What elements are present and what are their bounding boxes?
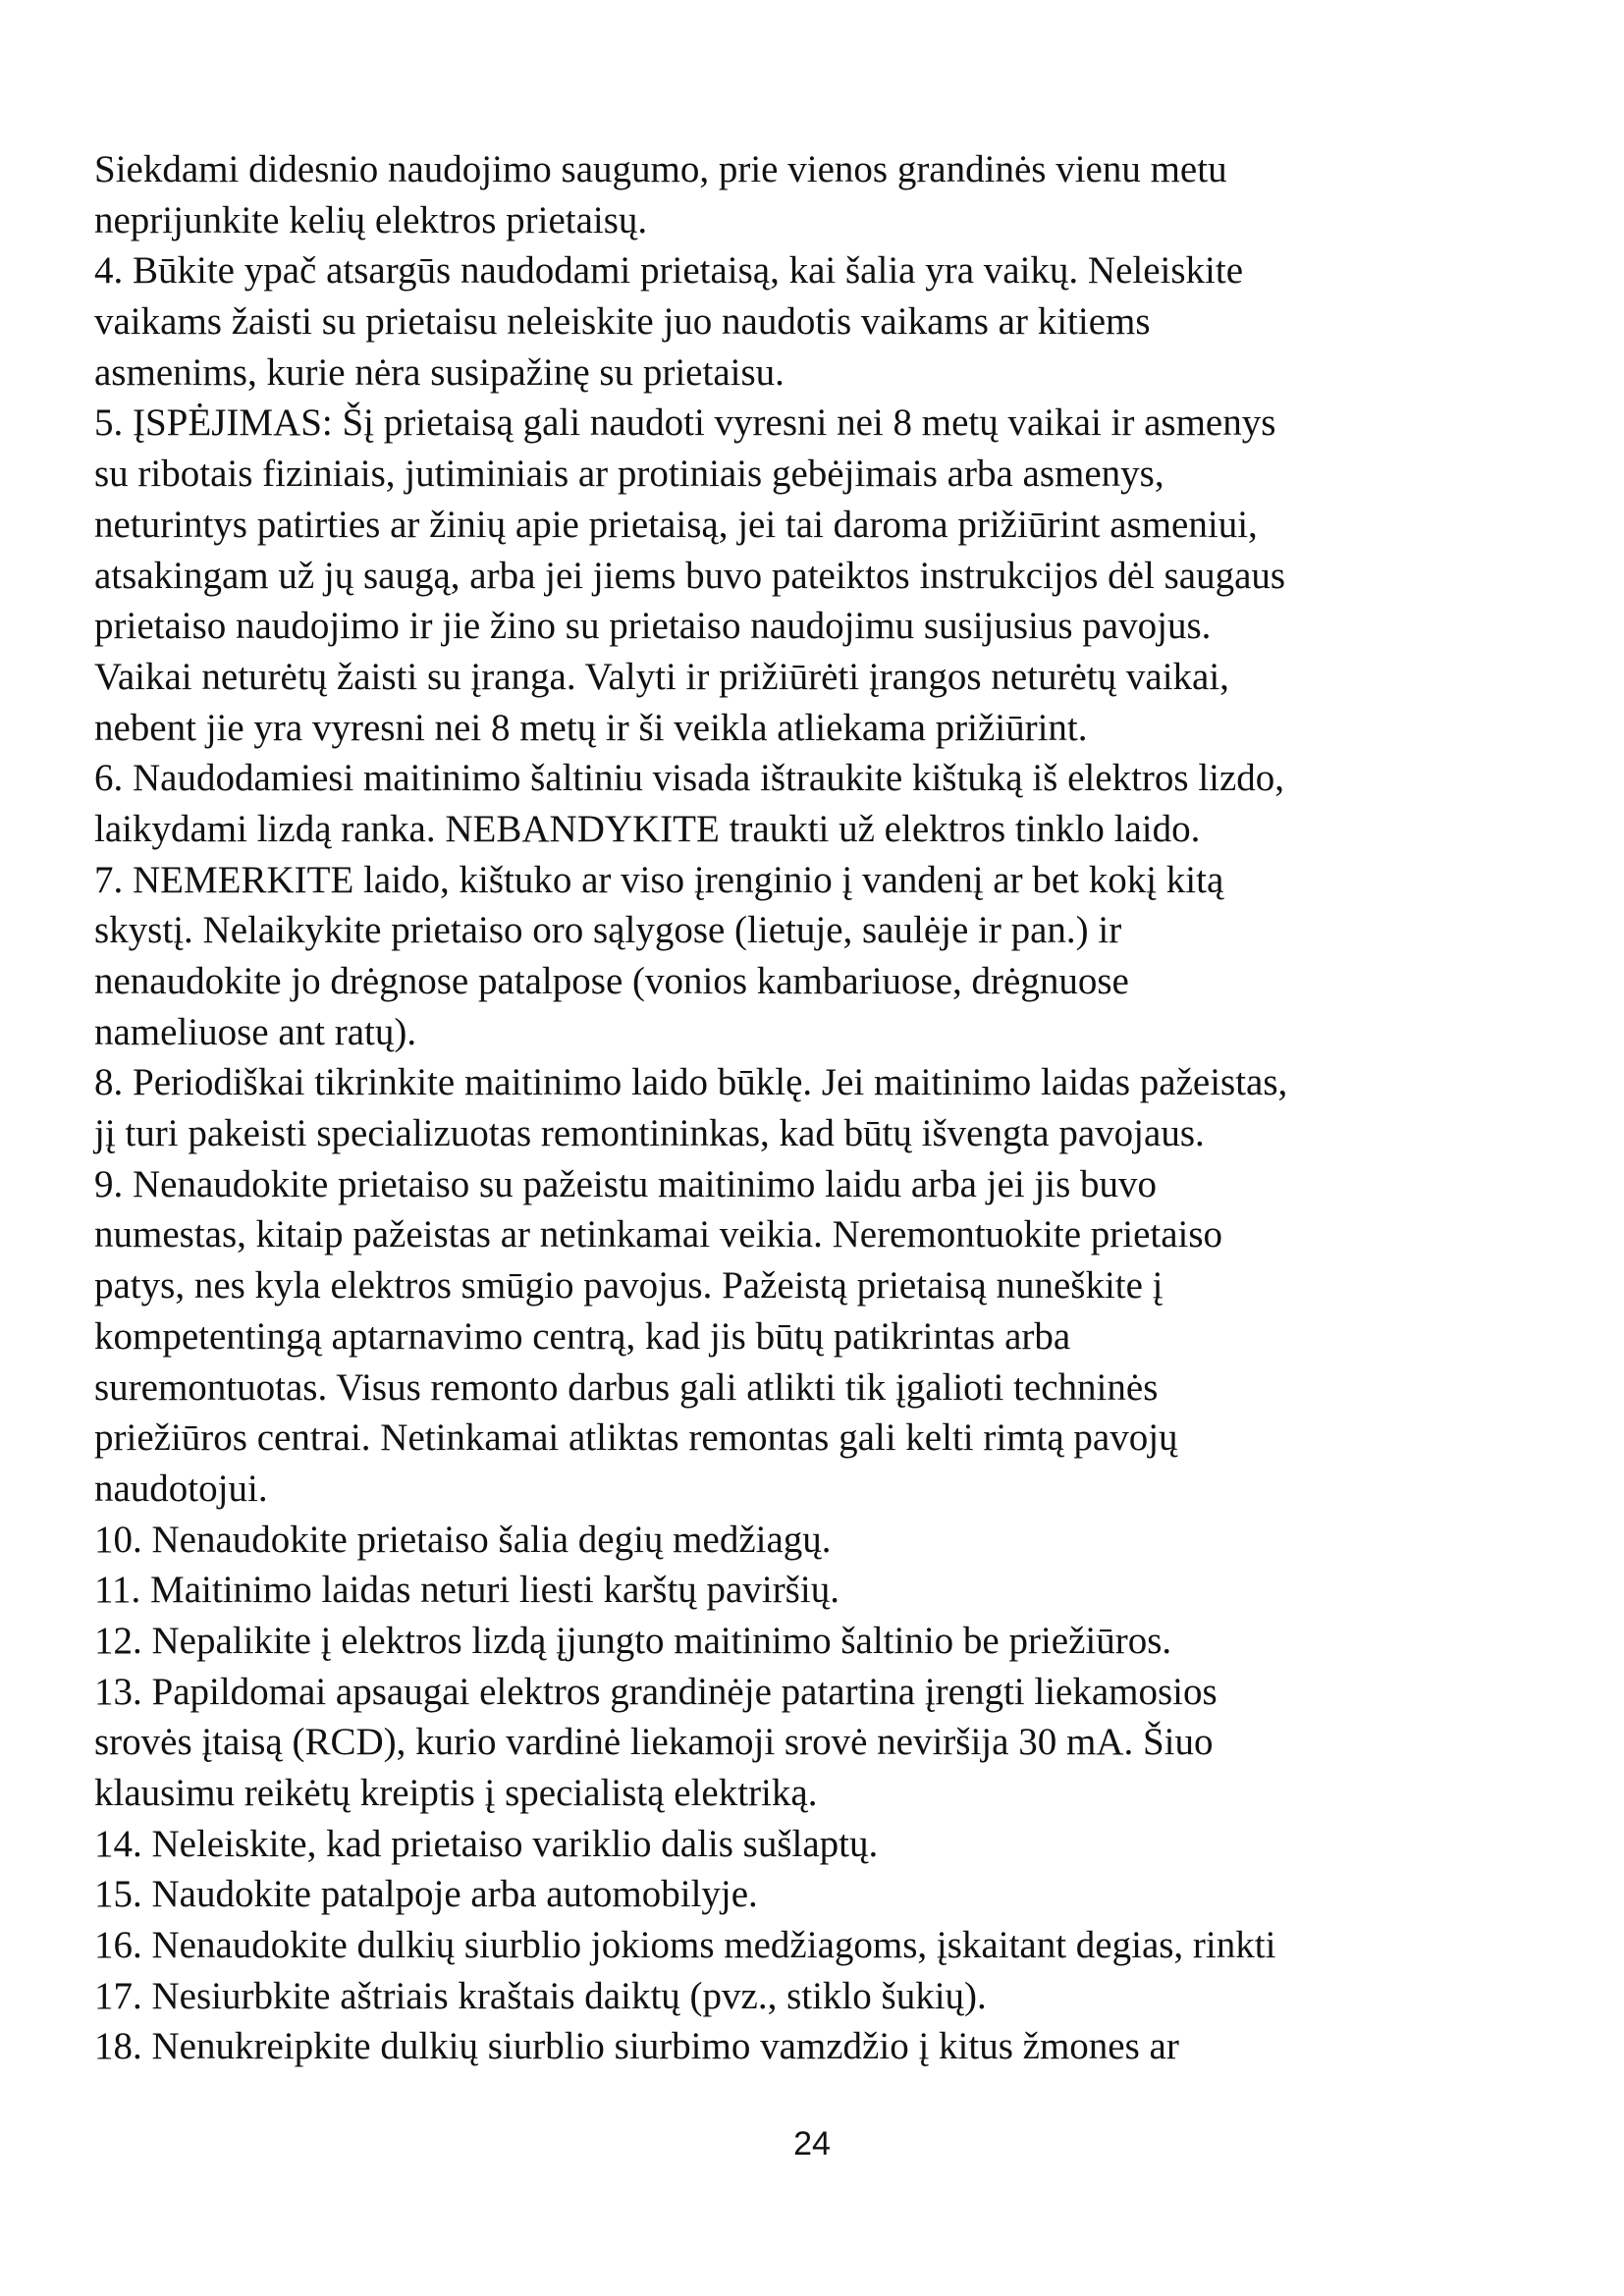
text-line: 17. Nesiurbkite aštriais kraštais daiktų (pvz., stiklo šukių). bbox=[94, 1974, 987, 2017]
text-line: 5. ĮSPĖJIMAS: Šį prietaisą gali naudoti vyresni nei 8 metų vaikai ir asmenys bbox=[94, 401, 1276, 445]
text-line: 9. Nenaudokite prietaiso su pažeistu maitinimo laidu arba jei jis buvo bbox=[94, 1162, 1158, 1205]
text-line: skystį. Nelaikykite prietaiso oro sąlygose (lietuje, saulėje ir pan.) ir bbox=[94, 909, 1122, 952]
text-line: srovės įtaisą (RCD), kurio vardinė liekamoji srovė neviršija 30 mA. Šiuo bbox=[94, 1721, 1214, 1764]
text-line: kompetentingą aptarnavimo centrą, kad jis būtų patikrintas arba bbox=[94, 1314, 1071, 1358]
text-line: 14. Neleiskite, kad prietaiso variklio dalis sušlaptų. bbox=[94, 1822, 879, 1865]
text-line: priežiūros centrai. Netinkamai atliktas remontas gali kelti rimtą pavojų bbox=[94, 1416, 1178, 1460]
text-line: klausimu reikėtų kreiptis į specialistą elektriką. bbox=[94, 1772, 818, 1814]
text-line: patys, nes kyla elektros smūgio pavojus. Pažeistą prietaisą nuneškite į bbox=[94, 1264, 1164, 1308]
text-line: 6. Naudodamiesi maitinimo šaltiniu visada ištraukite kištuką iš elektros lizdo, bbox=[94, 757, 1285, 800]
text-line: atsakingam už jų saugą, arba jei jiems buvo pateiktos instrukcijos dėl saugaus bbox=[94, 554, 1286, 597]
text-line: asmenims, kurie nėra susipažinę su prietaisu. bbox=[94, 350, 785, 394]
text-line: 13. Papildomai apsaugai elektros grandinėje patartina įrengti liekamosios bbox=[94, 1670, 1218, 1713]
instructions-text bbox=[94, 144, 1489, 2072]
text-line: 10. Nenaudokite prietaiso šalia degių medžiagų. bbox=[94, 1518, 832, 1561]
text-line: 12. Nepalikite į elektros lizdą įjungto maitinimo šaltinio be priežiūros. bbox=[94, 1619, 1172, 1662]
text-line: naudotojui. bbox=[94, 1467, 268, 1510]
text-line: nenaudokite jo drėgnose patalpose (vonios kambariuose, drėgnuose bbox=[94, 960, 1129, 1002]
text-line: suremontuotas. Visus remonto darbus gali atlikti tik įgalioti techninės bbox=[94, 1365, 1159, 1409]
text-line: 7. NEMERKITE laido, kištuko ar viso įrenginio į vandenį ar bet kokį kitą bbox=[94, 858, 1224, 901]
text-line: laikydami lizdą ranka. NEBANDYKITE traukti už elektros tinklo laido. bbox=[94, 807, 1201, 850]
text-line: neprijunkite kelių elektros prietaisų. bbox=[94, 198, 648, 241]
text-line: prietaiso naudojimo ir jie žino su prietaiso naudojimu susijusius pavojus. bbox=[94, 605, 1212, 648]
text-line: 4. Būkite ypač atsargūs naudodami prietaisą, kai šalia yra vaikų. Neleiskite bbox=[94, 249, 1244, 293]
text-line: numestas, kitaip pažeistas ar netinkamai veikia. Neremontuokite prietaiso bbox=[94, 1213, 1223, 1256]
text-line: jį turi pakeisti specializuotas remontininkas, kad būtų išvengta pavojaus. bbox=[94, 1112, 1205, 1155]
text-line: neturintys patirties ar žinių apie prietaisą, jei tai daroma prižiūrint asmeniui, bbox=[94, 503, 1258, 546]
page-number: 24 bbox=[793, 2125, 831, 2163]
text-line: 16. Nenaudokite dulkių siurblio jokioms medžiagoms, įskaitant degias, rinkti bbox=[94, 1924, 1276, 1967]
text-line: nameliuose ant ratų). bbox=[94, 1010, 417, 1053]
text-line: 8. Periodiškai tikrinkite maitinimo laido būklę. Jei maitinimo laidas pažeistas, bbox=[94, 1061, 1288, 1104]
text-line: Vaikai neturėtų žaisti su įranga. Valyti ir prižiūrėti įrangos neturėtų vaikai, bbox=[94, 655, 1229, 698]
text-line: 18. Nenukreipkite dulkių siurblio siurbimo vamzdžio į kitus žmones ar bbox=[94, 2025, 1179, 2068]
text-line: Siekdami didesnio naudojimo saugumo, prie vienos grandinės vienu metu bbox=[94, 148, 1227, 190]
text-line: 11. Maitinimo laidas neturi liesti karštų paviršių. bbox=[94, 1569, 839, 1612]
text-line: su ribotais fiziniais, jutiminiais ar protiniais gebėjimais arba asmenys, bbox=[94, 453, 1164, 496]
text-line: nebent jie yra vyresni nei 8 metų ir ši veikla atliekama prižiūrint. bbox=[94, 706, 1088, 749]
text-line: vaikams žaisti su prietaisu neleiskite juo naudotis vaikams ar kitiems bbox=[94, 300, 1151, 344]
text-line: 15. Naudokite patalpoje arba automobilyje. bbox=[94, 1873, 758, 1916]
